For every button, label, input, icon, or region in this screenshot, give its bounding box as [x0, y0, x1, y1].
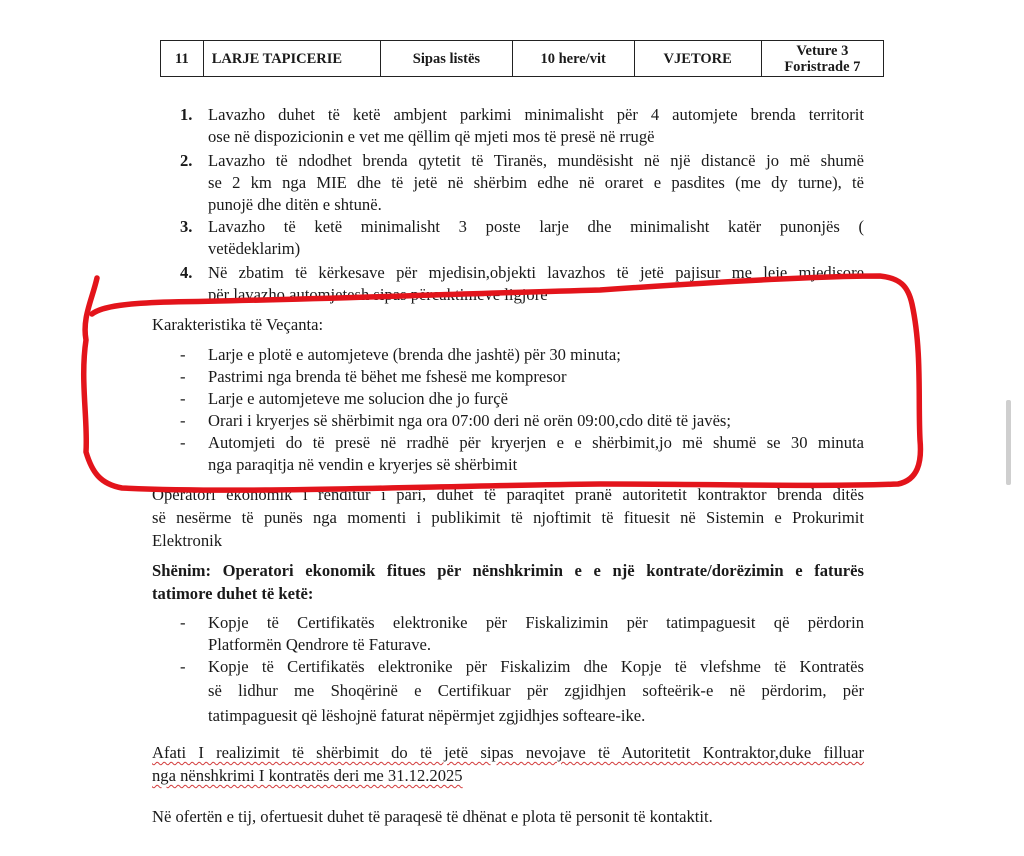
cell-frequency: 10 here/vit — [512, 41, 634, 77]
special-item-2: Pastrimi nga brenda të bëhet me fshesë me kompresor — [208, 367, 567, 386]
req-number-2: 2. — [180, 151, 193, 170]
req-number-1: 1. — [180, 105, 193, 124]
special-heading: Karakteristika të Veçanta: — [152, 315, 324, 334]
cell-period: VJETORE — [634, 41, 761, 77]
operator-line-2: së nesërme të punës nga momenti i publikimit të njoftimit të fituesit në Sistemin e Prokurimit — [152, 508, 864, 527]
special-dash-2: - — [180, 367, 186, 386]
note-item-1-line-2: Platformën Qendrore të Faturave. — [208, 635, 432, 654]
req-4-line-1: Në zbatim të kërkesave për mjedisin,objekti lavazhos të jetë pajisur me leje mjedisore — [208, 263, 864, 282]
req-4-line-2: për lavazho automjetesh sipas përcaktimeve ligjore — [208, 285, 548, 304]
final-line: Në ofertën e tij, ofertuesit duhet të paraqesë të dhënat e plota të personit të kontaktit. — [152, 807, 713, 826]
note-item-2-line-1: Kopje të Certifikatës elektronike për Fiskalizim dhe Kopje të vlefshme të Kontratës — [208, 657, 864, 676]
deadline-line-2: nga nënshkrimi I kontratës deri me 31.12.2025 — [152, 766, 463, 785]
req-number-3: 3. — [180, 217, 193, 236]
special-item-5-line-2: nga paraqitja në vendin e kryerjes së shërbimit — [208, 455, 518, 474]
service-table — [160, 40, 884, 77]
note-line-2: tatimore duhet të ketë: — [152, 584, 314, 603]
req-1-line-1: Lavazho duhet të ketë ambjent parkimi minimalisht për 4 automjete brenda territorit — [208, 105, 864, 124]
cell-service: LARJE TAPICERIE — [203, 41, 381, 77]
req-3-line-2: vetëdeklarim) — [208, 239, 301, 258]
table-row — [161, 41, 884, 77]
note-dash-1: - — [180, 613, 186, 632]
req-3-line-1: Lavazho të ketë minimalisht 3 poste larje dhe minimalisht katër punonjës ( — [208, 217, 864, 236]
deadline-line-1: Afati I realizimit të shërbimit do të jetë sipas nevojave të Autoritetit Kontraktor,duke filluar — [152, 743, 864, 762]
special-item-4: Orari i kryerjes së shërbimit nga ora 07:00 deri në orën 09:00,cdo ditë të javës; — [208, 411, 732, 430]
operator-line-3: Elektronik — [152, 531, 223, 550]
req-number-4: 4. — [180, 263, 193, 282]
scroll-edge — [1006, 400, 1011, 485]
special-dash-3: - — [180, 389, 186, 408]
special-dash-5: - — [180, 433, 186, 452]
note-item-1-line-1: Kopje të Certifikatës elektronike për Fiskalizimin për tatimpaguesit që përdorin — [208, 613, 864, 632]
note-item-2-line-3: tatimpaguesit që lëshojnë faturat nëpërmjet zgjidhjes softeare-ike. — [208, 706, 646, 725]
cell-vehicles-line1: Veture 3 — [796, 42, 849, 59]
note-line-1: Shënim: Operatori ekonomik fitues për nënshkrimin e e një kontrate/dorëzimin e faturës — [152, 561, 864, 580]
special-item-1: Larje e plotë e automjeteve (brenda dhe jashtë) për 30 minuta; — [208, 345, 621, 364]
special-item-3: Larje e automjeteve me solucion dhe jo furçë — [208, 389, 508, 408]
special-item-5-line-1: Automjeti do të presë në rradhë për kryerjen e e shërbimit,jo më shumë se 30 minuta — [208, 433, 864, 452]
cell-vehicles — [761, 41, 883, 77]
cell-number: 11 — [161, 41, 204, 77]
req-2-line-2: se 2 km nga MIE dhe të jetë në shërbim edhe në oraret e pasdites (me dy turne), të — [208, 173, 864, 192]
note-dash-2: - — [180, 657, 186, 676]
special-dash-1: - — [180, 345, 186, 364]
special-dash-4: - — [180, 411, 186, 430]
req-2-line-1: Lavazho të ndodhet brenda qytetit të Tiranës, mundësisht në një distancë jo më shumë — [208, 151, 864, 170]
note-item-2-line-2: së lidhur me Shoqërinë e Certifikuar për zgjidhjen softeërik-e në përdorim, për — [208, 681, 864, 700]
req-1-line-2: ose në dispozicionin e vet me qëllim që mjeti mos të presë në rrugë — [208, 127, 655, 146]
req-2-line-3: punojë dhe ditën e shtunë. — [208, 195, 382, 214]
cell-vehicles-line2: Foristrade 7 — [784, 58, 861, 75]
cell-basis: Sipas listës — [381, 41, 512, 77]
operator-line-1: Operatori ekonomik i renditur i pari, duhet të paraqitet pranë autoritetit kontraktor brenda ditës — [152, 485, 864, 504]
